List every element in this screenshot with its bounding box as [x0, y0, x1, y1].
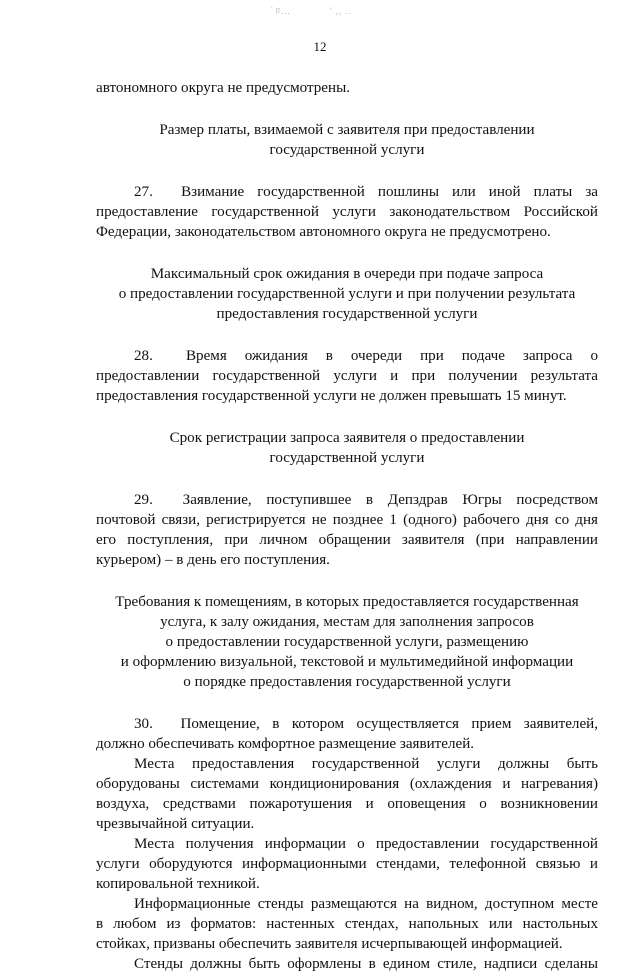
- paragraph-line: [96, 346, 598, 366]
- heading-line: о предоставлении государственной услуги и при получении результата: [118, 286, 576, 302]
- paragraph-line: предоставление государственной услуги законодательством Российской: [96, 204, 598, 220]
- heading-line: Требования к помещениям, в которых предоставляется государственная: [115, 594, 579, 610]
- paragraph-28: [96, 346, 598, 406]
- paragraph-30-info-places: [96, 834, 598, 894]
- paragraph-line: чрезвычайной ситуации.: [96, 816, 255, 832]
- section-heading-registration: [96, 428, 598, 468]
- paragraph-30-stands: [96, 894, 598, 954]
- paragraph-line: Информационные стенды размещаются на видном, доступном месте: [134, 896, 598, 912]
- paragraph-number: 29.: [134, 492, 153, 508]
- paragraph-30-climate: [96, 754, 598, 834]
- heading-line: государственной услуги: [269, 142, 425, 158]
- section-heading-fee: [96, 120, 598, 160]
- paragraph-line: почтовой связи, регистрируется не позднее 1 (одного) рабочего дня со дня: [96, 512, 598, 528]
- heading-line: Максимальный срок ожидания в очереди при подаче запроса: [150, 266, 544, 282]
- heading-line: Срок регистрации запроса заявителя о предоставлении: [169, 430, 525, 446]
- paragraph-line: услуги оборудуются информационными стендами, телефонной связью и: [96, 856, 598, 872]
- paragraph-number: 30.: [134, 716, 153, 732]
- heading-line: о порядке предоставления государственной услуги: [183, 674, 511, 690]
- paragraph-line: предоставлении государственной услуги и при получении результата: [96, 368, 598, 384]
- heading-line: государственной услуги: [269, 450, 425, 466]
- paragraph-29: [96, 490, 598, 570]
- paragraph-text: Взимание государственной пошлины или иной платы за: [181, 184, 598, 200]
- paragraph-line: Места предоставления государственной услуги должны быть: [134, 756, 598, 772]
- paragraph-line: курьером) – в день его поступления.: [96, 552, 330, 568]
- paragraph-line: предоставления государственной услуги не должен превышать 15 минут.: [96, 388, 567, 404]
- paragraph-text: Помещение, в котором осуществляется прием заявителей,: [180, 716, 598, 732]
- page-number: 12: [313, 39, 327, 54]
- paragraph-27: [96, 182, 598, 242]
- paragraph-line: должно обеспечивать комфортное размещение заявителей.: [96, 736, 475, 752]
- paragraph-line: Места получения информации о предоставлении государственной: [134, 836, 598, 852]
- heading-line: Размер платы, взимаемой с заявителя при предоставлении: [159, 122, 535, 138]
- paragraph-line: стойках, призваны обеспечить заявителя исчерпывающей информацией.: [96, 936, 563, 952]
- paragraph-line: воздуха, средствами пожаротушения и оповещения о возникновении: [96, 796, 598, 812]
- paragraph-line: оборудованы системами кондиционирования (охлаждения и нагревания): [96, 776, 598, 792]
- paragraph-line: Стенды должны быть оформлены в едином стиле, надписи сделаны: [134, 956, 598, 972]
- heading-line: о предоставлении государственной услуги, размещению: [165, 634, 529, 650]
- paragraph-30: [96, 714, 598, 754]
- document-body: [96, 78, 598, 974]
- paragraph-30-style: [96, 954, 598, 974]
- section-heading-premises: [96, 592, 598, 692]
- heading-line: услуга, к залу ожидания, местам для заполнения запросов: [160, 614, 534, 630]
- paragraph-text: Время ожидания в очереди при подаче запроса о: [185, 348, 598, 364]
- heading-line: и оформлению визуальной, текстовой и мультимедийной информации: [120, 654, 574, 670]
- scan-noise-left: ﾞﾛ...: [270, 6, 291, 16]
- paragraph-line: [96, 182, 598, 202]
- paragraph-number: 27.: [134, 184, 153, 200]
- paragraph-line: Федерации, законодательством автономного округа не предусмотрено.: [96, 224, 551, 240]
- paragraph-line: [96, 714, 598, 734]
- paragraph-line: в любом из форматов: настенных стендах, напольных или настольных: [96, 916, 598, 932]
- paragraph-continuation: автономного округа не предусмотрены.: [96, 80, 350, 96]
- paragraph-line: копировальной техникой.: [96, 876, 260, 892]
- scan-noise-right: ' ,, ..: [330, 6, 353, 16]
- paragraph-line: [96, 490, 598, 510]
- paragraph-line: его поступления, при личном обращении заявителя (при направлении: [96, 532, 598, 548]
- scan-noise: [270, 4, 388, 17]
- paragraph-number: 28.: [134, 348, 153, 364]
- heading-line: предоставления государственной услуги: [216, 306, 478, 322]
- paragraph-text: Заявление, поступившее в Депздрав Югры посредством: [182, 492, 598, 508]
- section-heading-queue: [96, 264, 598, 324]
